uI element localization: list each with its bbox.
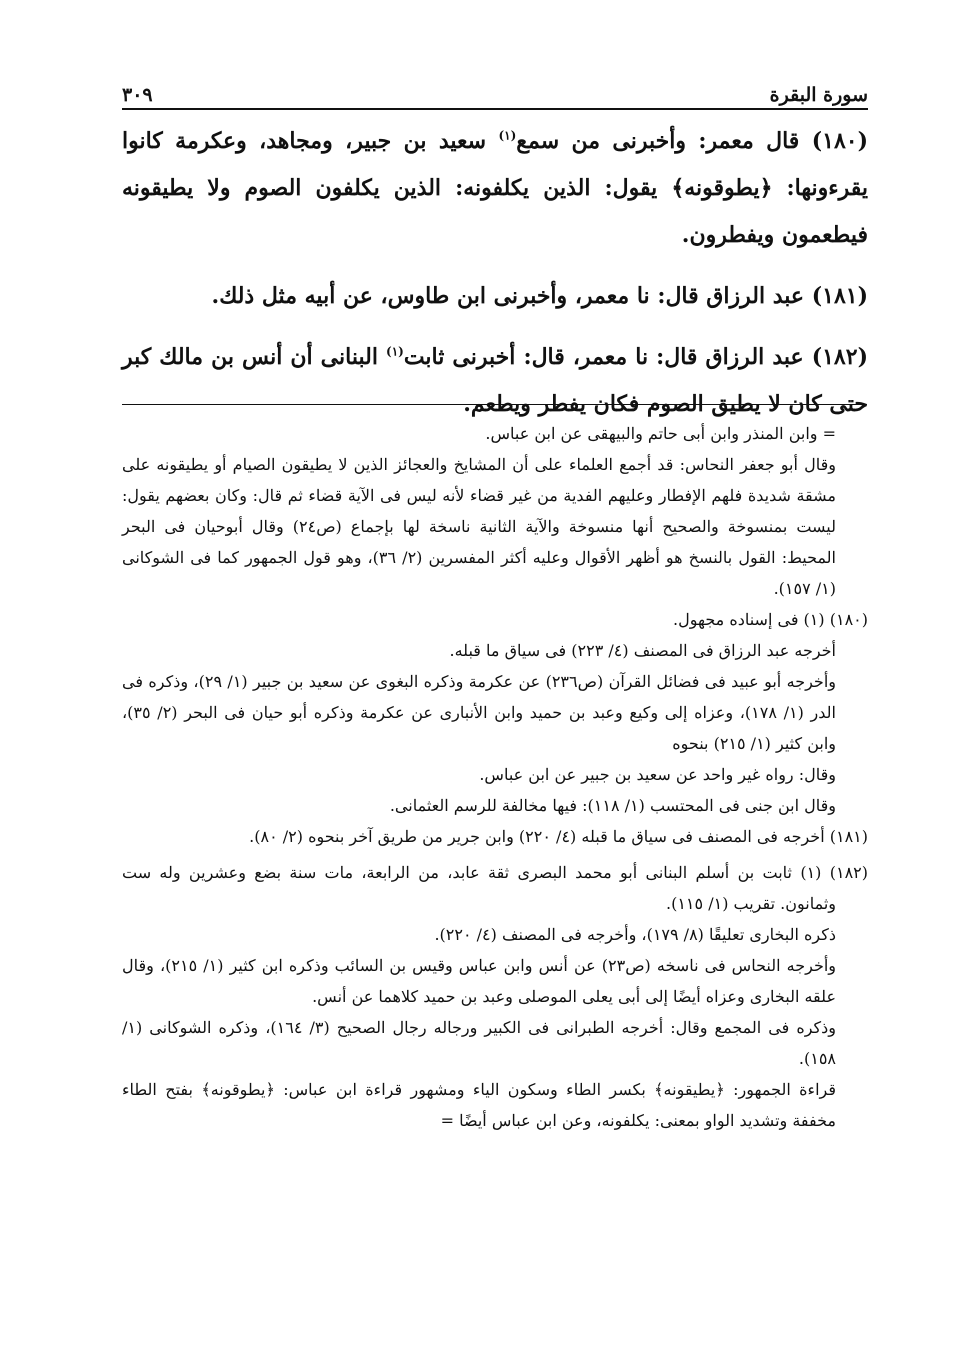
narration-number: (١٨٠) <box>811 128 868 154</box>
narration-text: البنانى أن أنس بن مالك كبر حتى كان لا يطيق الصوم فكان يفطر ويطعم. <box>122 344 868 417</box>
narration-text: يقول: الذين يكلفونه: الذين يكلفون الصوم ولا يطيقونه فيطعمون ويفطرون. <box>122 175 868 248</box>
footnote-marker: (١) <box>386 344 404 359</box>
narration-text: قال معمر: وأخبرنى من سمع <box>516 128 812 154</box>
footnote-line: = وابن المنذر وابن أبى حاتم والبيهقى عن ابن عباس. <box>485 424 836 443</box>
footnote-marker: (١) <box>498 128 517 143</box>
surah-title: سورة البقرة <box>769 84 868 106</box>
footnote-paragraph: وقال أبو جعفر النحاس: قد أجمع العلماء على أن المشايخ والعجائز الذين لا يطيقون الصيام أو يطيقونه على مشقة شديدة فلهم الإفطار وعليهم الفدية من غير قضاء لأنه ليس فى الآية قضاء ثم قال: وكان بعضهم يقول: ليست بمنسوخة والصحيح أنها منسوخة والآية الثانية ناسخة لها بإجماع (ص٢٤) وقال أبوحيان فى البحر المحيط: القول بالنسخ هو أظهر الأقوال وعليه أكثر المفسرين (٢/ ٣٦)، وهو قول الجمهور كما فى الشوكانى (١/ ١٥٧). <box>122 455 837 598</box>
footnote-182: (١٨٢) (١) ثابت بن أسلم البنانى أبو محمد البصرى ثقة عابد، من الرابعة، مات سنة بضع وعشرين وله ست وثمانون. تقريب (١/ ١١٥). <box>122 863 869 913</box>
footnote-line: وقال: رواه غير واحد عن سعيد بن جبير عن ابن عباس. <box>479 765 836 784</box>
narration-181 <box>122 273 868 320</box>
header-divider <box>122 108 868 110</box>
footnote-180: (١٨٠) (١) فى إسناده مجهول. <box>673 610 868 629</box>
footnotes <box>122 418 868 1136</box>
main-text <box>122 118 868 442</box>
narration-182 <box>122 334 868 428</box>
narration-number: (١٨٢) <box>811 344 868 370</box>
footnote-line: ذكره البخارى تعليقًا (٨/ ١٧٩)، وأخرجه فى المصنف (٤/ ٢٢٠). <box>434 925 836 944</box>
footnote-paragraph: قراءة الجمهور: ﴿يطيقونه﴾ بكسر الطاء وسكون الياء ومشهور قراءة ابن عباس: ﴿يطوقونه﴾ بفتح الطاء مخففة وتشديد الواو بمعنى: يكلفونه، وعن ابن عباس أيضًا = <box>122 1080 836 1130</box>
quranic-quote: ﴿يطوقونه﴾ <box>671 175 773 201</box>
footnote-divider <box>122 404 867 405</box>
narration-text: عبد الرزاق قال: نا معمر، وأخبرنى ابن طاوس، عن أبيه مثل ذلك. <box>211 283 812 309</box>
footnote-paragraph: وذكره فى المجمع وقال: أخرجه الطبرانى فى الكبير ورجاله رجال الصحيح (٣/ ١٦٤)، وذكره الشوكانى (١/ ١٥٨). <box>122 1018 837 1068</box>
running-header <box>122 70 868 106</box>
narration-180 <box>122 118 868 259</box>
narration-number: (١٨١) <box>811 283 868 309</box>
footnote-181: (١٨١) أخرجه فى المصنف فى سياق ما قبله (٤/ ٢٢٠) وابن جرير من طريق آخر بنحوه (٢/ ٨٠). <box>249 827 868 846</box>
footnote-line: أخرجه عبد الرزاق فى المصنف (٤/ ٢٢٣) فى سياق ما قبله. <box>449 641 836 660</box>
footnote-paragraph: وأخرجه أبو عبيد فى فضائل القرآن (ص٢٣٦) عن عكرمة وذكره البغوى عن سعيد بن جبير (١/ ٢٩)، وذكره فى الدر (١/ ١٧٨)، وعزاه إلى وكيع وعبد بن حميد وابن الأنبارى عن عكرمة وذكره أبو حيان فى البحر (٢/ ٣٥)، وابن كثير (١/ ٢١٥) بنحوه <box>122 672 837 753</box>
narration-text: سعيد بن جبير، ومجاهد، وعكرمة كانوا يقرءونها: <box>122 128 869 201</box>
page-number: ٣٠٩ <box>122 84 153 106</box>
narration-text: عبد الرزاق قال: نا معمر، قال: أخبرنى ثابت <box>403 344 812 370</box>
footnote-paragraph: وأخرجه النحاس فى ناسخه (ص٢٣) عن أنس وابن عباس وقيس بن السائب وذكره ابن كثير (١/ ٢١٥)، وقال علقه البخارى وعزاه أيضًا إلى أبى يعلى الموصلى وعبد بن حميد كلاهما عن أنس. <box>122 956 837 1006</box>
footnote-line: وقال ابن جنى فى المحتسب (١/ ١١٨): فيها مخالفة للرسم العثمانى. <box>389 796 836 815</box>
